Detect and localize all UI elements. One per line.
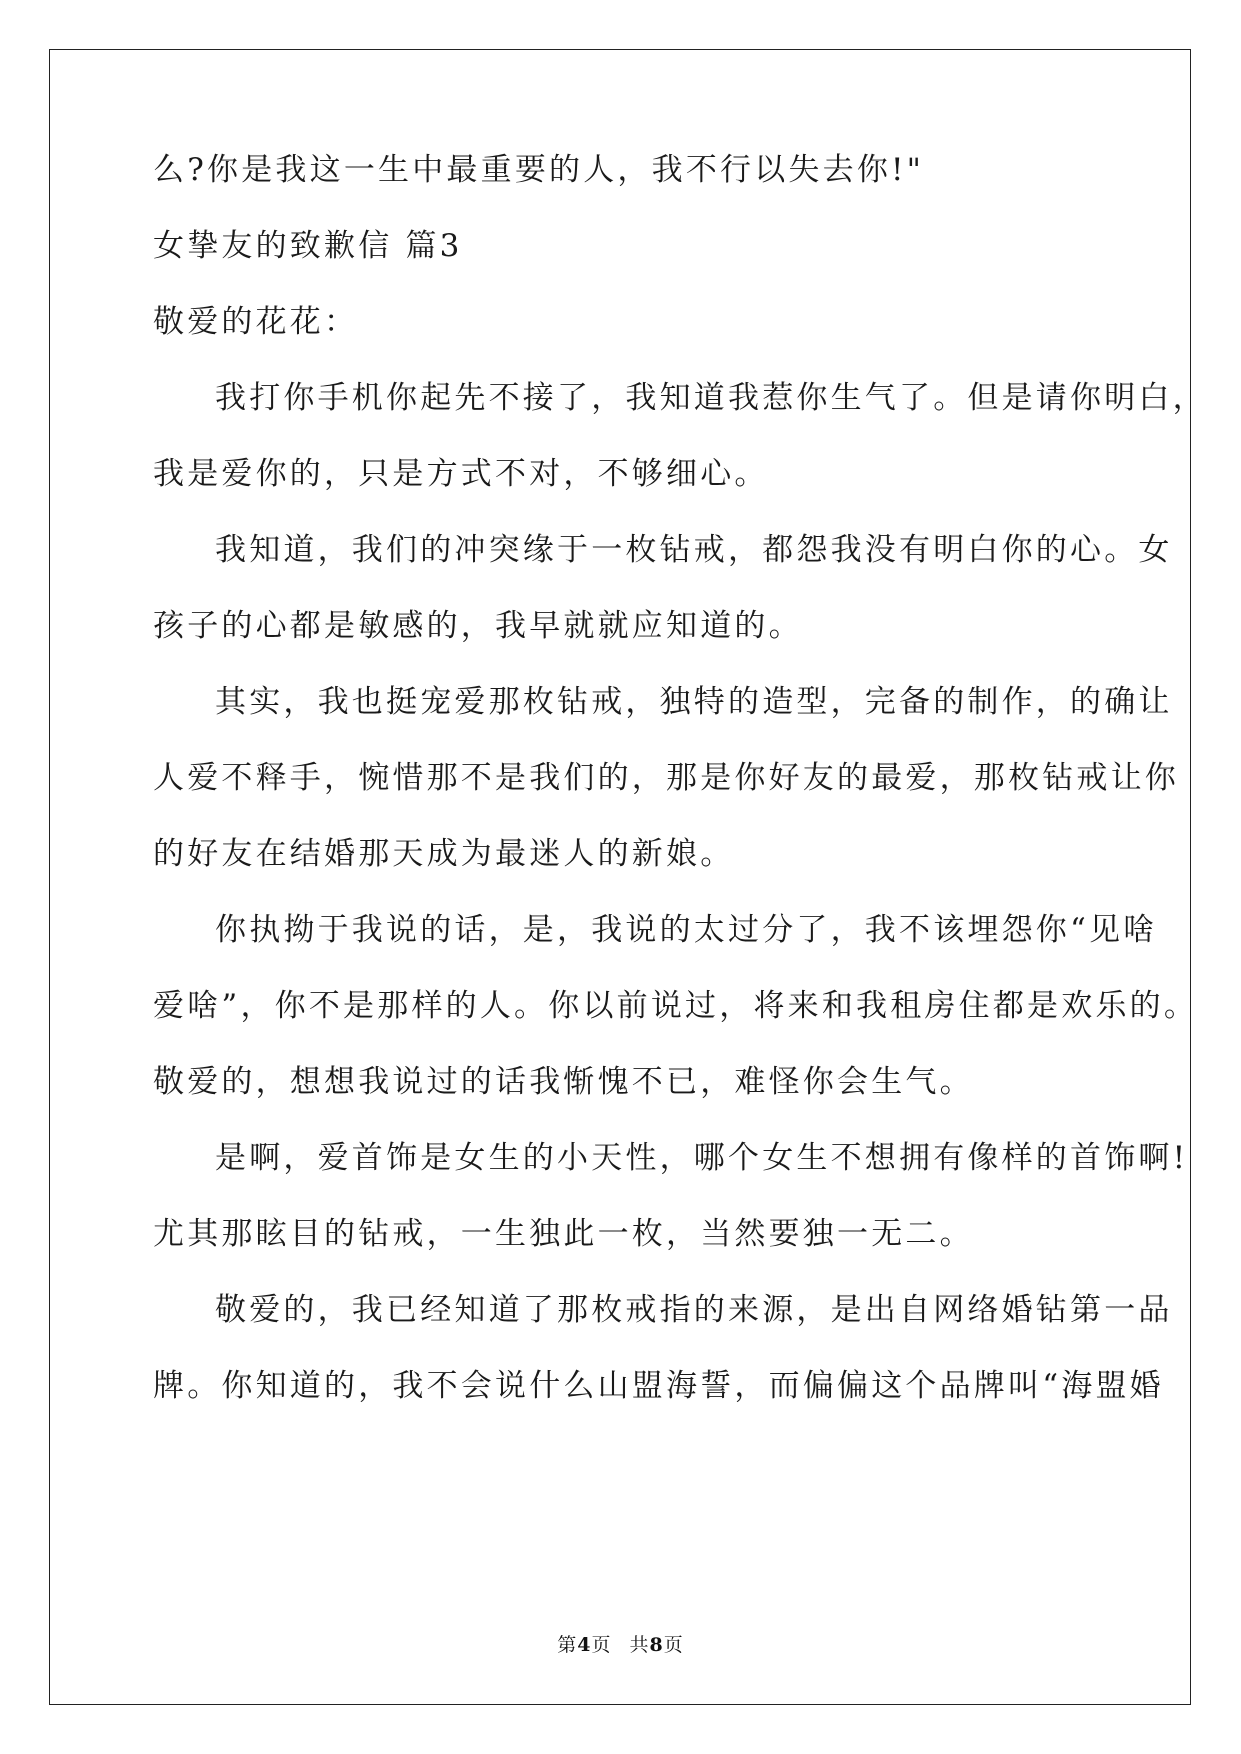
text-line: 我知道，我们的冲突缘于一枚钻戒，都怨我没有明白你的心。女 bbox=[215, 532, 1173, 568]
text-line: 其实，我也挺宠爱那枚钻戒，独特的造型，完备的制作，的确让 bbox=[215, 684, 1173, 720]
page-current: 4 bbox=[577, 1634, 592, 1656]
text-line: 爱啥”，你不是那样的人。你以前说过，将来和我租房住都是欢乐的。 bbox=[153, 988, 1199, 1024]
text-line: 我是爱你的，只是方式不对，不够细心。 bbox=[153, 456, 769, 492]
text-line: 尤其那眩目的钻戒，一生独此一枚，当然要独一无二。 bbox=[153, 1216, 974, 1252]
text-line: 我打你手机你起先不接了，我知道我惹你生气了。但是请你明白， bbox=[215, 380, 1207, 416]
text-line: 你执拗于我说的话，是，我说的太过分了，我不该埋怨你“见啥 bbox=[215, 912, 1158, 948]
text-line: 敬爱的，想想我说过的话我惭愧不已，难怪你会生气。 bbox=[153, 1064, 974, 1100]
page-footer bbox=[0, 1630, 1241, 1657]
text-line: 的好友在结婚那天成为最迷人的新娘。 bbox=[153, 836, 735, 872]
section-heading: 女挚友的致歉信 篇3 bbox=[153, 228, 463, 264]
text-line: 是啊，爱首饰是女生的小天性，哪个女生不想拥有像样的首饰啊! bbox=[215, 1140, 1189, 1176]
text-line: 人爱不释手，惋惜那不是我们的，那是你好友的最爱，那枚钻戒让你 bbox=[153, 760, 1179, 796]
text-line: 牌。你知道的，我不会说什么山盟海誓，而偏偏这个品牌叫“海盟婚 bbox=[153, 1368, 1164, 1404]
text-line: 么?你是我这一生中最重要的人，我不行以失去你!" bbox=[153, 152, 925, 188]
page-suffix: 页 bbox=[591, 1634, 612, 1656]
text-line: 孩子的心都是敏感的，我早就就应知道的。 bbox=[153, 608, 803, 644]
page-border bbox=[49, 49, 1191, 1705]
page-prefix: 第 bbox=[557, 1634, 578, 1656]
total-prefix: 共 bbox=[629, 1634, 650, 1656]
total-suffix: 页 bbox=[663, 1634, 684, 1656]
text-line: 敬爱的，我已经知道了那枚戒指的来源，是出自网络婚钻第一品 bbox=[215, 1292, 1173, 1328]
salutation: 敬爱的花花： bbox=[153, 304, 359, 340]
page-total: 8 bbox=[649, 1634, 664, 1656]
